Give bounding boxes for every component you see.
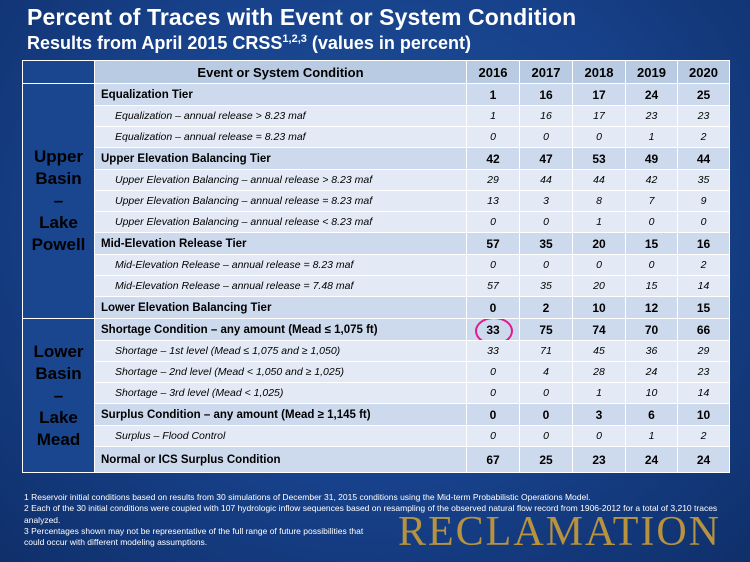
table-row xyxy=(23,84,730,106)
cell: 36 xyxy=(626,341,678,362)
row-label: Lower Elevation Balancing Tier xyxy=(95,297,467,319)
cell: 0 xyxy=(678,212,730,233)
cell: 24 xyxy=(678,447,730,473)
table-row xyxy=(23,426,730,447)
cell: 35 xyxy=(520,233,573,255)
upper-basin-group-label xyxy=(23,84,95,319)
cell: 16 xyxy=(520,106,573,127)
group-line: Lake xyxy=(39,213,78,232)
cell: 12 xyxy=(626,297,678,319)
page-title: Percent of Traces with Event or System Condition xyxy=(27,4,577,30)
cell: 23 xyxy=(573,447,626,473)
cell: 33 xyxy=(467,341,520,362)
cell: 9 xyxy=(678,191,730,212)
table-row xyxy=(23,362,730,383)
year-header-2020: 2020 xyxy=(678,61,730,84)
cell: 0 xyxy=(520,255,573,276)
condition-table xyxy=(22,60,730,473)
cell: 10 xyxy=(573,297,626,319)
table-row xyxy=(23,255,730,276)
cell: 10 xyxy=(626,383,678,404)
row-label: Mid-Elevation Release Tier xyxy=(95,233,467,255)
cell: 70 xyxy=(626,319,678,341)
row-label: Surplus Condition – any amount (Mead ≥ 1,145 ft) xyxy=(95,404,467,426)
cell: 45 xyxy=(573,341,626,362)
cell: 2 xyxy=(678,127,730,148)
cell: 23 xyxy=(678,362,730,383)
year-header-2017: 2017 xyxy=(520,61,573,84)
cell: 7 xyxy=(626,191,678,212)
cell: 6 xyxy=(626,404,678,426)
cell: 1 xyxy=(573,212,626,233)
table-row xyxy=(23,233,730,255)
table-row xyxy=(23,127,730,148)
cell: 10 xyxy=(678,404,730,426)
table-row xyxy=(23,170,730,191)
reclamation-logo: RECLAMATION xyxy=(398,509,721,555)
row-label: Shortage – 3rd level (Mead < 1,025) xyxy=(95,383,467,404)
table-row xyxy=(23,148,730,170)
cell: 2 xyxy=(678,255,730,276)
table-row xyxy=(23,383,730,404)
subtitle-text: Results from April 2015 CRSS xyxy=(27,33,283,53)
year-header-2016: 2016 xyxy=(467,61,520,84)
group-line: Lake xyxy=(39,407,78,427)
cell: 0 xyxy=(520,426,573,447)
year-header-2018: 2018 xyxy=(573,61,626,84)
cell: 0 xyxy=(573,255,626,276)
row-label: Shortage – 1st level (Mead ≤ 1,075 and ≥ 1,050) xyxy=(95,341,467,362)
cell: 0 xyxy=(467,255,520,276)
highlight-circle xyxy=(475,319,513,341)
group-line: Powell xyxy=(31,235,86,254)
cell: 0 xyxy=(520,383,573,404)
cell: 17 xyxy=(573,84,626,106)
page-subtitle xyxy=(27,33,471,54)
row-label: Mid-Elevation Release – annual release = 7.48 maf xyxy=(95,276,467,297)
cell: 16 xyxy=(678,233,730,255)
group-line: – xyxy=(53,385,64,405)
cell: 2 xyxy=(678,426,730,447)
cell: 0 xyxy=(467,362,520,383)
cell: 0 xyxy=(467,212,520,233)
cell: 66 xyxy=(678,319,730,341)
cell: 29 xyxy=(467,170,520,191)
cell-value: 33 xyxy=(486,322,500,337)
cell: 15 xyxy=(626,233,678,255)
cell: 0 xyxy=(467,404,520,426)
cell: 0 xyxy=(626,255,678,276)
cell: 57 xyxy=(467,233,520,255)
cell: 3 xyxy=(573,404,626,426)
lower-basin-group-label xyxy=(23,319,95,473)
cell: 47 xyxy=(520,148,573,170)
cell: 35 xyxy=(678,170,730,191)
cell: 1 xyxy=(626,127,678,148)
cell: 0 xyxy=(573,426,626,447)
cell: 15 xyxy=(678,297,730,319)
cell: 20 xyxy=(573,276,626,297)
group-line: Basin xyxy=(35,169,82,188)
cell: 53 xyxy=(573,148,626,170)
row-label: Upper Elevation Balancing – annual release < 8.23 maf xyxy=(95,212,467,233)
table-row xyxy=(23,341,730,362)
group-line: Mead xyxy=(36,429,81,449)
table-row xyxy=(23,212,730,233)
cell: 28 xyxy=(573,362,626,383)
group-line: Basin xyxy=(35,363,82,383)
cell: 0 xyxy=(626,212,678,233)
group-line: – xyxy=(53,191,64,210)
cell: 2 xyxy=(520,297,573,319)
cell: 1 xyxy=(467,84,520,106)
row-label: Upper Elevation Balancing – annual release = 8.23 maf xyxy=(95,191,467,212)
cell: 42 xyxy=(467,148,520,170)
cell: 0 xyxy=(520,212,573,233)
cell: 75 xyxy=(520,319,573,341)
footnote-2: 2 Each of the 30 initial conditions were coupled with 107 hydrologic inflow sequences based on resampling of the observed natural flow record from 1906-2012 for a total of 3,210 traces analyzed. xyxy=(24,503,718,525)
group-header-cell xyxy=(23,61,95,84)
cell: 20 xyxy=(573,233,626,255)
cell: 49 xyxy=(626,148,678,170)
cell: 24 xyxy=(626,362,678,383)
cell: 24 xyxy=(626,84,678,106)
row-label: Shortage Condition – any amount (Mead ≤ 1,075 ft) xyxy=(95,319,467,341)
cell: 57 xyxy=(467,276,520,297)
cell: 25 xyxy=(520,447,573,473)
cell: 71 xyxy=(520,341,573,362)
row-label: Normal or ICS Surplus Condition xyxy=(95,447,467,473)
row-label: Equalization – annual release = 8.23 maf xyxy=(95,127,467,148)
cell: 0 xyxy=(467,127,520,148)
year-header-2019: 2019 xyxy=(626,61,678,84)
table-row xyxy=(23,106,730,127)
table-row xyxy=(23,404,730,426)
cell: 42 xyxy=(626,170,678,191)
table-row xyxy=(23,191,730,212)
cell: 1 xyxy=(626,426,678,447)
cell: 74 xyxy=(573,319,626,341)
footnote-3: 3 Percentages shown may not be representative of the full range of future possibilities that could occur with different modeling assumptions. xyxy=(24,525,364,548)
cell: 67 xyxy=(467,447,520,473)
cell: 0 xyxy=(520,404,573,426)
row-label: Shortage – 2nd level (Mead < 1,050 and ≥ 1,025) xyxy=(95,362,467,383)
cell: 23 xyxy=(626,106,678,127)
table-row xyxy=(23,447,730,473)
table-row xyxy=(23,276,730,297)
cell: 23 xyxy=(678,106,730,127)
cell: 14 xyxy=(678,276,730,297)
cell: 1 xyxy=(467,106,520,127)
cell: 16 xyxy=(520,84,573,106)
row-label: Upper Elevation Balancing Tier xyxy=(95,148,467,170)
table-row xyxy=(23,297,730,319)
cell: 25 xyxy=(678,84,730,106)
cell: 13 xyxy=(467,191,520,212)
cell: 1 xyxy=(573,383,626,404)
cell: 3 xyxy=(520,191,573,212)
cell: 24 xyxy=(626,447,678,473)
cell: 0 xyxy=(467,297,520,319)
cell: 15 xyxy=(626,276,678,297)
footnote-1: 1 Reservoir initial conditions based on results from 30 simulations of December 31, 2015 conditions using the Mid-term Probabilistic Operations Model. xyxy=(24,492,591,502)
cell: 8 xyxy=(573,191,626,212)
cell: 44 xyxy=(520,170,573,191)
cell: 44 xyxy=(573,170,626,191)
cell: 14 xyxy=(678,383,730,404)
cell: 0 xyxy=(467,426,520,447)
cell: 4 xyxy=(520,362,573,383)
table-row xyxy=(23,319,730,341)
group-line: Upper xyxy=(33,147,84,166)
cell: 29 xyxy=(678,341,730,362)
subtitle-footnote-refs: 1,2,3 xyxy=(282,33,307,45)
table-header-row xyxy=(23,61,730,84)
row-label: Mid-Elevation Release – annual release = 8.23 maf xyxy=(95,255,467,276)
cell: 44 xyxy=(678,148,730,170)
highlighted-cell xyxy=(467,319,520,341)
cell: 0 xyxy=(573,127,626,148)
row-label: Upper Elevation Balancing – annual release > 8.23 maf xyxy=(95,170,467,191)
cell: 35 xyxy=(520,276,573,297)
cell: 0 xyxy=(467,383,520,404)
subtitle-suffix: (values in percent) xyxy=(306,33,471,53)
cell: 0 xyxy=(520,127,573,148)
row-label: Equalization Tier xyxy=(95,84,467,106)
group-line: Lower xyxy=(33,341,84,361)
cell: 17 xyxy=(573,106,626,127)
condition-column-header: Event or System Condition xyxy=(95,61,467,84)
row-label: Equalization – annual release > 8.23 maf xyxy=(95,106,467,127)
row-label: Surplus – Flood Control xyxy=(95,426,467,447)
